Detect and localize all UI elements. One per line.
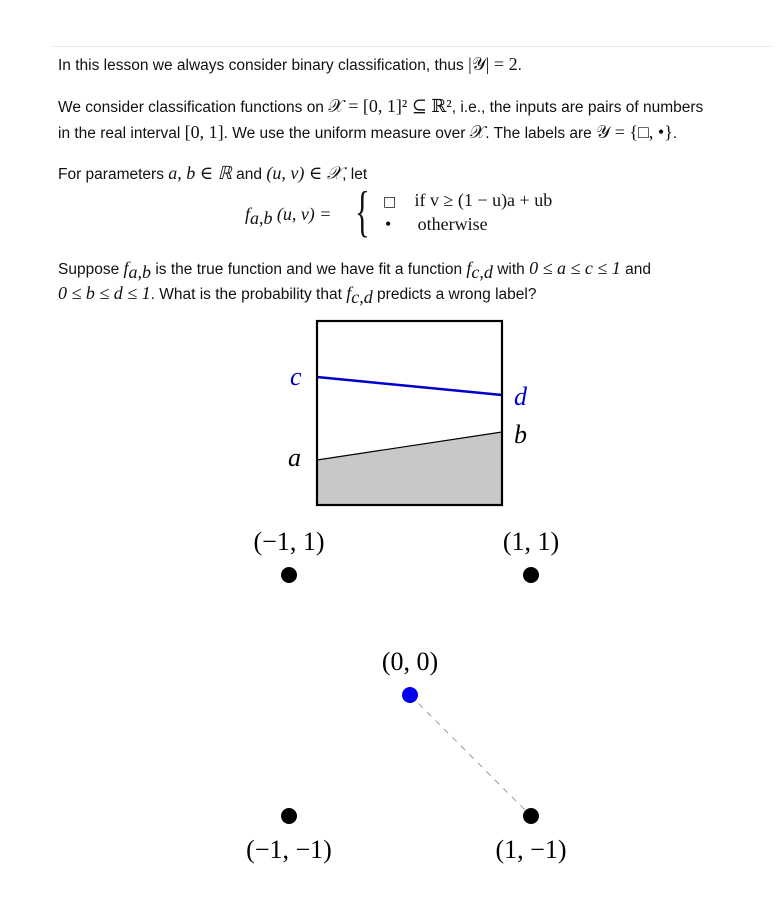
- question-text-1: Suppose: [58, 261, 120, 278]
- question-text-3: with: [497, 261, 525, 278]
- point-label: (1, −1): [495, 835, 567, 864]
- question-text-4: and: [625, 261, 651, 278]
- point-dot: [523, 567, 539, 583]
- domain-math-2: [0, 1]: [184, 122, 224, 142]
- point-dot-highlighted: [402, 687, 418, 703]
- true-region-shading: [317, 432, 502, 505]
- point-dot: [281, 567, 297, 583]
- equation-f-sub: a,b: [250, 208, 273, 229]
- question-text-5: . What is the probability that: [150, 286, 342, 303]
- case-2-condition: otherwise: [417, 214, 488, 234]
- params-text-2: and: [236, 166, 263, 183]
- question-f-ab-sub: a,b: [128, 262, 152, 283]
- domain-math-4: 𝒴 = {□, •}: [596, 122, 673, 142]
- point-label: (1, 1): [502, 527, 560, 556]
- label-c: c: [290, 362, 302, 391]
- point-label: (−1, 1): [253, 527, 325, 556]
- point-dot: [281, 808, 297, 824]
- question-f-cd-sub: c,d: [471, 262, 493, 283]
- domain-text-1: We consider classification functions on: [58, 99, 324, 116]
- label-a: a: [288, 443, 301, 472]
- label-b: b: [514, 420, 527, 449]
- question-f-cd-2: f: [346, 283, 352, 303]
- equation-f: f: [245, 204, 251, 224]
- domain-text-5: . The labels are: [485, 125, 592, 142]
- intro-text: In this lesson we always consider binary classification, thus: [58, 57, 464, 74]
- intro-end: .: [517, 57, 522, 74]
- point-label: (−1, −1): [246, 835, 332, 864]
- question-f-ab: f: [123, 258, 129, 278]
- domain-text-3: in the real interval: [58, 125, 181, 142]
- params-math-2: (u, v) ∈ 𝒳: [266, 163, 343, 183]
- question-math-ineq-1: 0 ≤ a ≤ c ≤ 1: [529, 258, 621, 278]
- question-f-cd: f: [466, 258, 472, 278]
- intro-math: |𝒴| = 2: [468, 54, 518, 74]
- case-1-condition: if v ≥ (1 − u)a + ub: [414, 190, 553, 210]
- question-text-6: predicts a wrong label?: [377, 286, 537, 303]
- params-math-1: a, b ∈ ℝ: [168, 163, 232, 183]
- question-math-ineq-2: 0 ≤ b ≤ d ≤ 1: [58, 283, 151, 303]
- domain-math-1: 𝒳 = [0, 1]² ⊆ ℝ²: [328, 96, 452, 116]
- equation-brace: {: [355, 181, 370, 243]
- question-text-2: is the true function and we have fit a function: [155, 261, 463, 278]
- domain-math-3: 𝒳: [469, 122, 486, 142]
- point-label: (0, 0): [381, 647, 439, 676]
- label-d: d: [514, 382, 527, 411]
- case-1-symbol: □: [383, 194, 397, 210]
- dashed-connector: [410, 695, 531, 816]
- case-2-symbol: •: [385, 214, 392, 234]
- domain-text-4: . We use the uniform measure over: [223, 125, 466, 142]
- equation-args: (u, v) =: [276, 204, 332, 224]
- fitted-boundary-line: [317, 377, 502, 395]
- params-text-3: , let: [342, 166, 368, 183]
- domain-text-2: , i.e., the inputs are pairs of numbers: [451, 99, 704, 116]
- params-text-1: For parameters: [58, 166, 164, 183]
- question-f-cd-2-sub: c,d: [351, 287, 373, 308]
- point-dot: [523, 808, 539, 824]
- domain-end: .: [672, 125, 678, 142]
